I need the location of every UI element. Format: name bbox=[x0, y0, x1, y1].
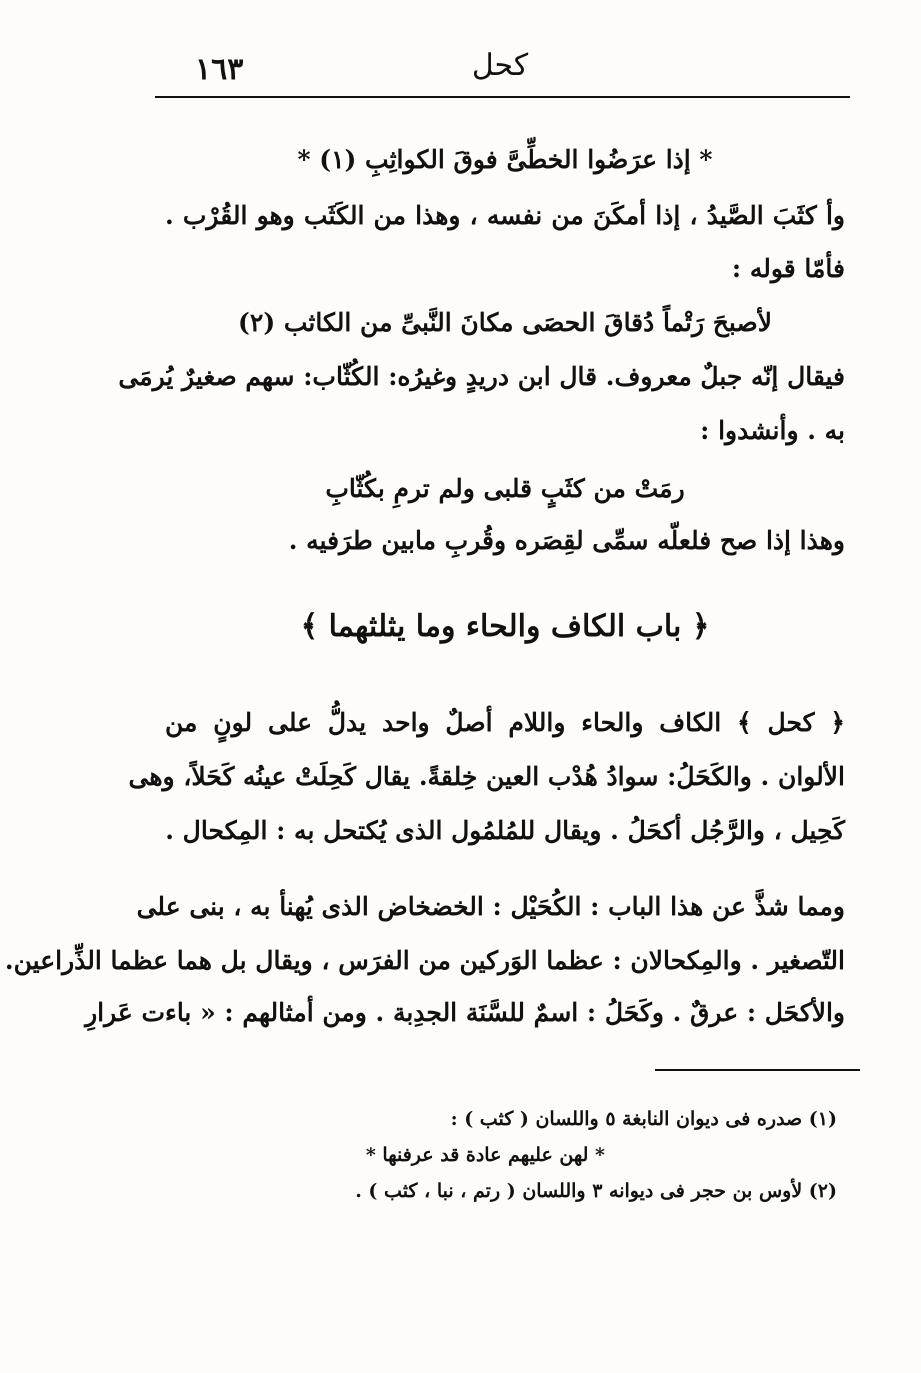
body-line: وأ كثَبَ الصَّيدُ ، إذا أمكَنَ من نفسه ، وهذا من الكَثَب وهو القُرْب . bbox=[165, 201, 845, 230]
body-line: وهذا إذا صح فلعلّه سمِّى لقِصَره وقُربِ مابين طرَفيه . bbox=[288, 526, 845, 555]
body-line: التّصغير . والمِكحالان : عظما الوَركين من الفرَس ، ويقال بل هما عظما الذِّراعين. bbox=[4, 946, 845, 975]
running-head: كحل bbox=[471, 48, 529, 83]
body-line: به . وأنشدوا : bbox=[700, 416, 845, 445]
footnote: (٢) لأوس بن حجر فى ديوانه ٣ واللسان ( رتم ، نبا ، كثب ) . bbox=[355, 1180, 837, 1202]
body-line: فيقال إنّه جبلٌ معروف. قال ابن دريدٍ وغيرُه: الكُثّاب: سهم صغيرٌ يُرمَى bbox=[118, 362, 845, 391]
body-line: والأكحَل : عرقٌ . وكَحَلُ : اسمٌ للسَّنَة الجدِبة . ومن أمثالهم : « باءت عَرارِ bbox=[85, 998, 845, 1027]
body-line: فأمّا قوله : bbox=[731, 254, 845, 283]
entry-line: كَحِيل ، والرَّجُل أكحَلُ . ويقال للمُلمُول الذى يُكتحل به : المِكحال . bbox=[165, 816, 845, 845]
section-heading: ﴿ باب الكاف والحاء وما يثلثهما ﴾ bbox=[300, 609, 710, 644]
verse-line: رمَتْ من كثَبٍ قلبى ولم ترمِ بكُثّابِ bbox=[325, 474, 685, 503]
footnote-rule bbox=[655, 1069, 860, 1071]
footnote: (١) صدره فى ديوان النابغة ٥ واللسان ( كثب ) : bbox=[450, 1108, 837, 1130]
entry-line: الألوان . والكَحَلُ: سوادُ هُدْب العين خِلقةً. يقال كَحِلَتْ عينُه كَحَلاً، وهى bbox=[128, 762, 845, 791]
entry-line: ﴿ كحل ﴾ الكاف والحاء واللام أصلٌ واحد يدلُّ على لونٍ من bbox=[165, 708, 845, 737]
verse-line: * إذا عرَضُوا الخطِّىَّ فوقَ الكواثِبِ (١) * bbox=[297, 145, 713, 174]
footnote-verse: * لهن عليهم عادة قد عرفنها * bbox=[365, 1144, 605, 1166]
body-line: ومما شذَّ عن هذا الباب : الكُحَيْل : الخضخاض الذى يُهنأ به ، بنى على bbox=[136, 892, 845, 921]
verse-line: لأصبحَ رَتْماً دُقاقَ الحصَى مكانَ النَّبىِّ من الكاثب (٢) bbox=[238, 308, 772, 337]
header-rule bbox=[155, 96, 850, 98]
page-number: ١٦٣ bbox=[195, 52, 244, 87]
